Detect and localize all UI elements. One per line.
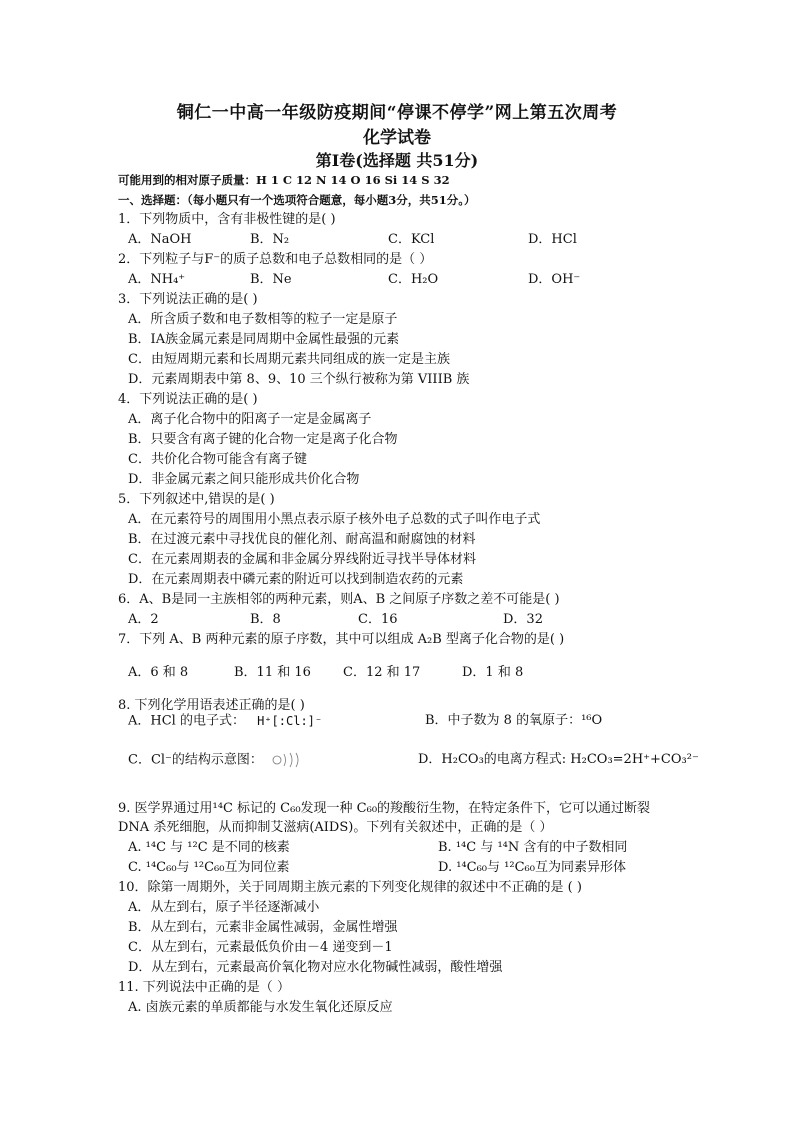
exam-title: 铜仁一中高一年级防疫期间“停课不停学”网上第五次周考 xyxy=(176,103,618,123)
q3-option-a: A．所含质子数和电子数相等的粒子一定是原子 xyxy=(128,312,398,327)
question-7: 7．下列 A、B 两种元素的原子序数，其中可以组成 A₂B 型离子化合物的是( ) xyxy=(118,632,565,647)
q7-option-d: D．1 和 8 xyxy=(462,665,524,680)
question-8: 8. 下列化学用语表述正确的是( ) xyxy=(118,698,305,713)
question-5: 5．下列叙述中,错误的是( ) xyxy=(118,492,275,507)
question-10: 10．除第一周期外，关于同周期主族元素的下列变化规律的叙述中不正确的是 ( ) xyxy=(118,880,582,895)
q7-option-a: A．6 和 8 xyxy=(128,665,189,680)
q11-option-a: A. 卤族元素的单质都能与水发生氧化还原反应 xyxy=(128,1000,393,1015)
q9-option-c: C. ¹⁴C₆₀与 ¹²C₆₀互为同位素 xyxy=(128,860,290,875)
q5-option-a: A．在元素符号的周围用小黑点表示原子核外电子总数的式子叫作电子式 xyxy=(128,512,541,527)
question-9: 9. 医学界通过用¹⁴C 标记的 C₆₀发现一种 C₆₀的羧酸衍生物，在特定条件下，它可以通过断裂 xyxy=(118,801,651,816)
q5-option-c: C．在元素周期表的金属和非金属分界线附近寻找半导体材料 xyxy=(128,552,476,567)
q6-option-d: D．32 xyxy=(503,612,543,627)
question-6: 6．A、B是同一主族相邻的两种元素，则A、B 之间原子序数之差不可能是( ) xyxy=(118,592,560,607)
q10-option-c: C．从左到右，元素最低负价由－4 递变到－1 xyxy=(128,940,393,955)
q10-option-d: D．从左到右，元素最高价氧化物对应水化物碱性减弱，酸性增强 xyxy=(128,960,503,975)
q1-option-b: B．N₂ xyxy=(250,232,290,247)
q6-option-a: A．2 xyxy=(128,612,159,627)
q4-option-d: D．非金属元素之间只能形成共价化合物 xyxy=(128,472,360,487)
q4-option-c: C．共价化合物可能含有离子键 xyxy=(128,452,307,467)
q5-option-d: D．在元素周期表中磷元素的附近可以找到制造农药的元素 xyxy=(128,572,464,587)
exam-subtitle: 化学试卷 xyxy=(363,128,431,148)
part-heading: 第Ⅰ卷(选择题 共51分) xyxy=(315,151,479,170)
q1-option-c: C．KCl xyxy=(388,232,435,247)
question-4: 4．下列说法正确的是( ) xyxy=(118,392,258,407)
question-1: 1．下列物质中，含有非极性键的是( ) xyxy=(118,212,336,227)
question-9-continued: DNA 杀死细胞，从而抑制艾滋病(AIDS)。下列有关叙述中，正确的是（ ） xyxy=(118,820,553,835)
atomic-masses: 可能用到的相对原子质量：H 1 C 12 N 14 O 16 Si 14 S 32 xyxy=(118,173,450,187)
question-2: 2．下列粒子与F⁻的质子总数和电子总数相同的是（ ） xyxy=(118,252,433,267)
cl-ion-structure-diagram xyxy=(271,751,303,769)
q6-option-b: B．8 xyxy=(250,612,281,627)
q3-option-b: B．ⅠA族金属元素是同周期中金属性最强的元素 xyxy=(128,332,400,347)
q9-option-b: B. ¹⁴C 与 ¹⁴N 含有的中子数相同 xyxy=(438,840,628,855)
section-heading: 一、选择题：（每小题只有一个选项符合题意，每小题3分，共51分。） xyxy=(118,193,476,207)
q10-option-b: B．从左到右，元素非金属性减弱，金属性增强 xyxy=(128,920,398,935)
q5-option-b: B．在过渡元素中寻找优良的催化剂、耐高温和耐腐蚀的材料 xyxy=(128,532,476,547)
q2-option-d: D．OH⁻ xyxy=(528,272,581,287)
question-3: 3．下列说法正确的是( ) xyxy=(118,292,258,307)
q7-option-b: B．11 和 16 xyxy=(234,665,311,680)
q8-option-a-label: A．HCl 的电子式： xyxy=(128,713,245,729)
q8-option-d: D．H₂CO₃的电离方程式: H₂CO₃=2H⁺+CO₃²⁻ xyxy=(418,752,699,767)
q7-option-c: C．12 和 17 xyxy=(343,665,421,680)
q4-option-b: B．只要含有离子键的化合物一定是离子化合物 xyxy=(128,432,398,447)
q9-option-d: D. ¹⁴C₆₀与 ¹²C₆₀互为同素异形体 xyxy=(438,860,626,875)
q6-option-c: C．16 xyxy=(358,612,398,627)
q10-option-a: A．从左到右，原子半径逐渐减小 xyxy=(128,900,320,915)
q3-option-d: D．元素周期表中第 8、9、10 三个纵行被称为第 VIIIB 族 xyxy=(128,372,470,387)
q8-option-a xyxy=(128,712,322,731)
q8-option-c xyxy=(128,751,303,770)
q8-option-b: B．中子数为 8 的氧原子：¹⁶O xyxy=(425,713,603,728)
question-11: 11. 下列说法中正确的是（ ） xyxy=(118,980,290,995)
q2-option-b: B．Ne xyxy=(250,272,292,287)
q4-option-a: A．离子化合物中的阳离子一定是金属离子 xyxy=(128,412,372,427)
q3-option-c: C．由短周期元素和长周期元素共同组成的族一定是主族 xyxy=(128,352,450,367)
q8-option-c-label: C．Cl⁻的结构示意图： xyxy=(128,752,263,768)
hcl-electron-formula: H⁺[:Cl:]⁻ xyxy=(257,714,323,728)
q9-option-a: A. ¹⁴C 与 ¹²C 是不同的核素 xyxy=(128,840,290,855)
q2-option-c: C．H₂O xyxy=(388,272,439,287)
q1-option-d: D．HCl xyxy=(528,232,577,247)
q1-option-a: A．NaOH xyxy=(128,232,192,247)
q2-option-a: A．NH₄⁺ xyxy=(128,272,186,287)
